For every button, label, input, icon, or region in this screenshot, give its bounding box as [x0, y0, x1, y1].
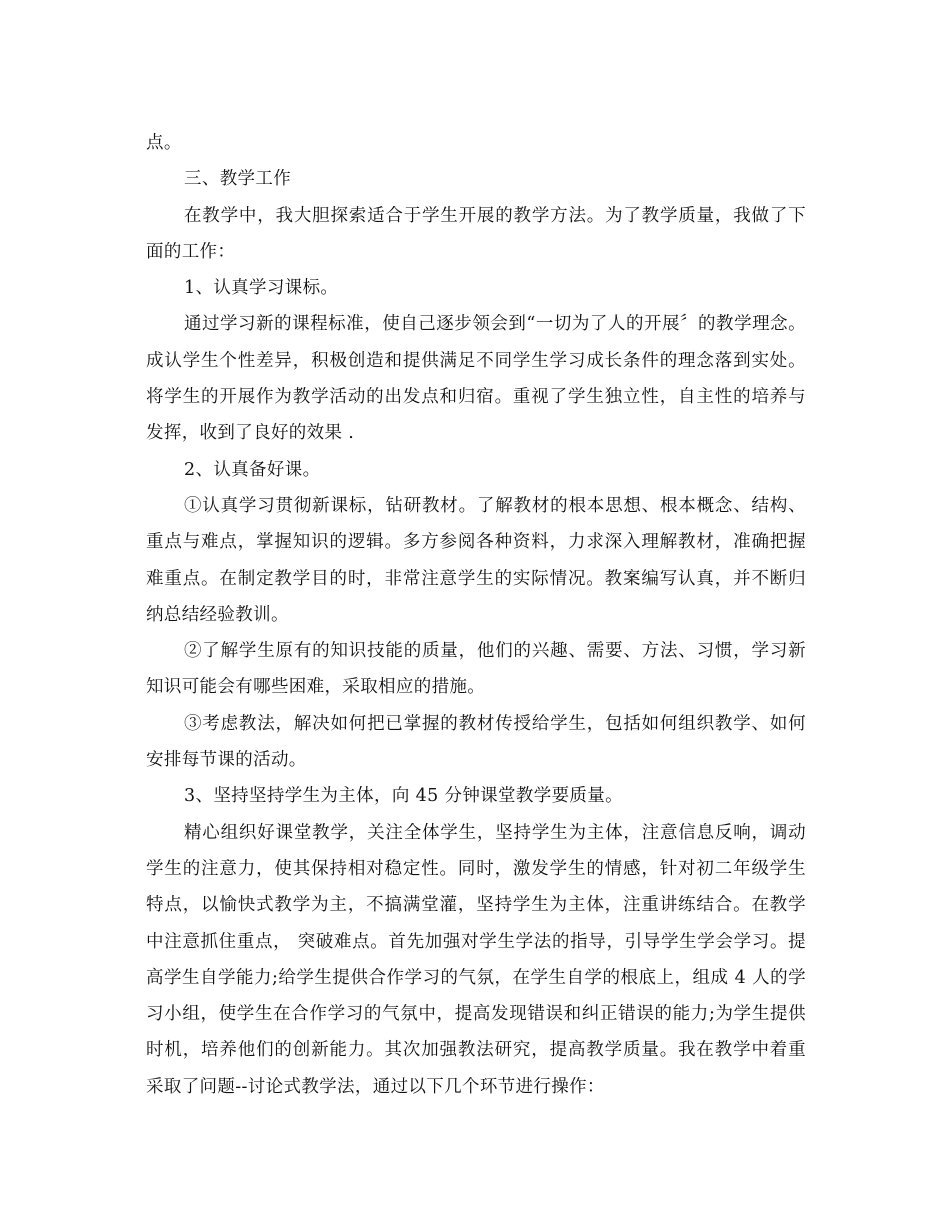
subheading-prepare-lessons: 2、认真备好课。 [184, 459, 321, 480]
paragraph-item-3: ③考虑教法，解决如何把已掌握的教材传授给学生，包括如何组织教学、如何安排每节课的活动。 [146, 713, 806, 771]
section-heading-teaching-work: 三、教学工作 [184, 169, 292, 190]
paragraph-item-1: ①认真学习贯彻新课标，钻研教材。了解教材的根本思想、根本概念、结构、重点与难点，掌握知识的逻辑。多方参阅各种资料，力求深入理解教材，准确把握难重点。在制定教学目的时，非常注意学生的实际情况。教案编写认真，并不断归纳总结经验教训。 [146, 495, 806, 625]
paragraph-continuation: 点。 [146, 133, 182, 153]
paragraph-intro: 在教学中，我大胆探索适合于学生开展的教学方法。为了教学质量，我做了下面的工作： [146, 205, 806, 262]
paragraph-study-standards: 通过学习新的课程标准，使自己逐步领会到“一切为了人的开展〞的教学理念。成认学生个性差异，积极创造和提供满足不同学生学习成长条件的理念落到实处。将学生的开展作为教学活动的出发点和归宿。重视了学生独立性，自主性的培养与发挥，收到了良好的效果 . [146, 314, 806, 444]
subheading-student-centered: 3、坚持坚持学生为主体，向 45 分钟课堂教学要质量。 [184, 786, 623, 807]
paragraph-item-2: ②了解学生原有的知识技能的质量，他们的兴趣、需要、方法、习惯，学习新知识可能会有哪些困难，采取相应的措施。 [146, 641, 806, 698]
paragraph-classroom-teaching: 精心组织好课堂教学，关注全体学生，坚持学生为主体，注意信息反响，调动学生的注意力，使其保持相对稳定性。同时，激发学生的情感，针对初二年级学生特点，以愉快式教学为主，不搞满堂灌，坚持学生为主体，注重讲练结合。在教学中注意抓住重点， 突破难点。首先加强对学生学法的指导，引导学生学会学习。提高学生自学能力;给学生提供合作学习的气氛，在学生自学的根底上，组成 4 人的学习小组，使学生在合作学习的气氛中，提高发现错误和纠正错误的能力;为学生提供时机，培养他们的创新能力。其次加强教法研究，提高教学质量。我在教学中着重采取了问题--讨论式教学法，通过以下几个环节进行操作： [146, 822, 806, 1097]
document-body [146, 125, 806, 1105]
subheading-study-standards: 1、认真学习课标。 [184, 278, 339, 299]
